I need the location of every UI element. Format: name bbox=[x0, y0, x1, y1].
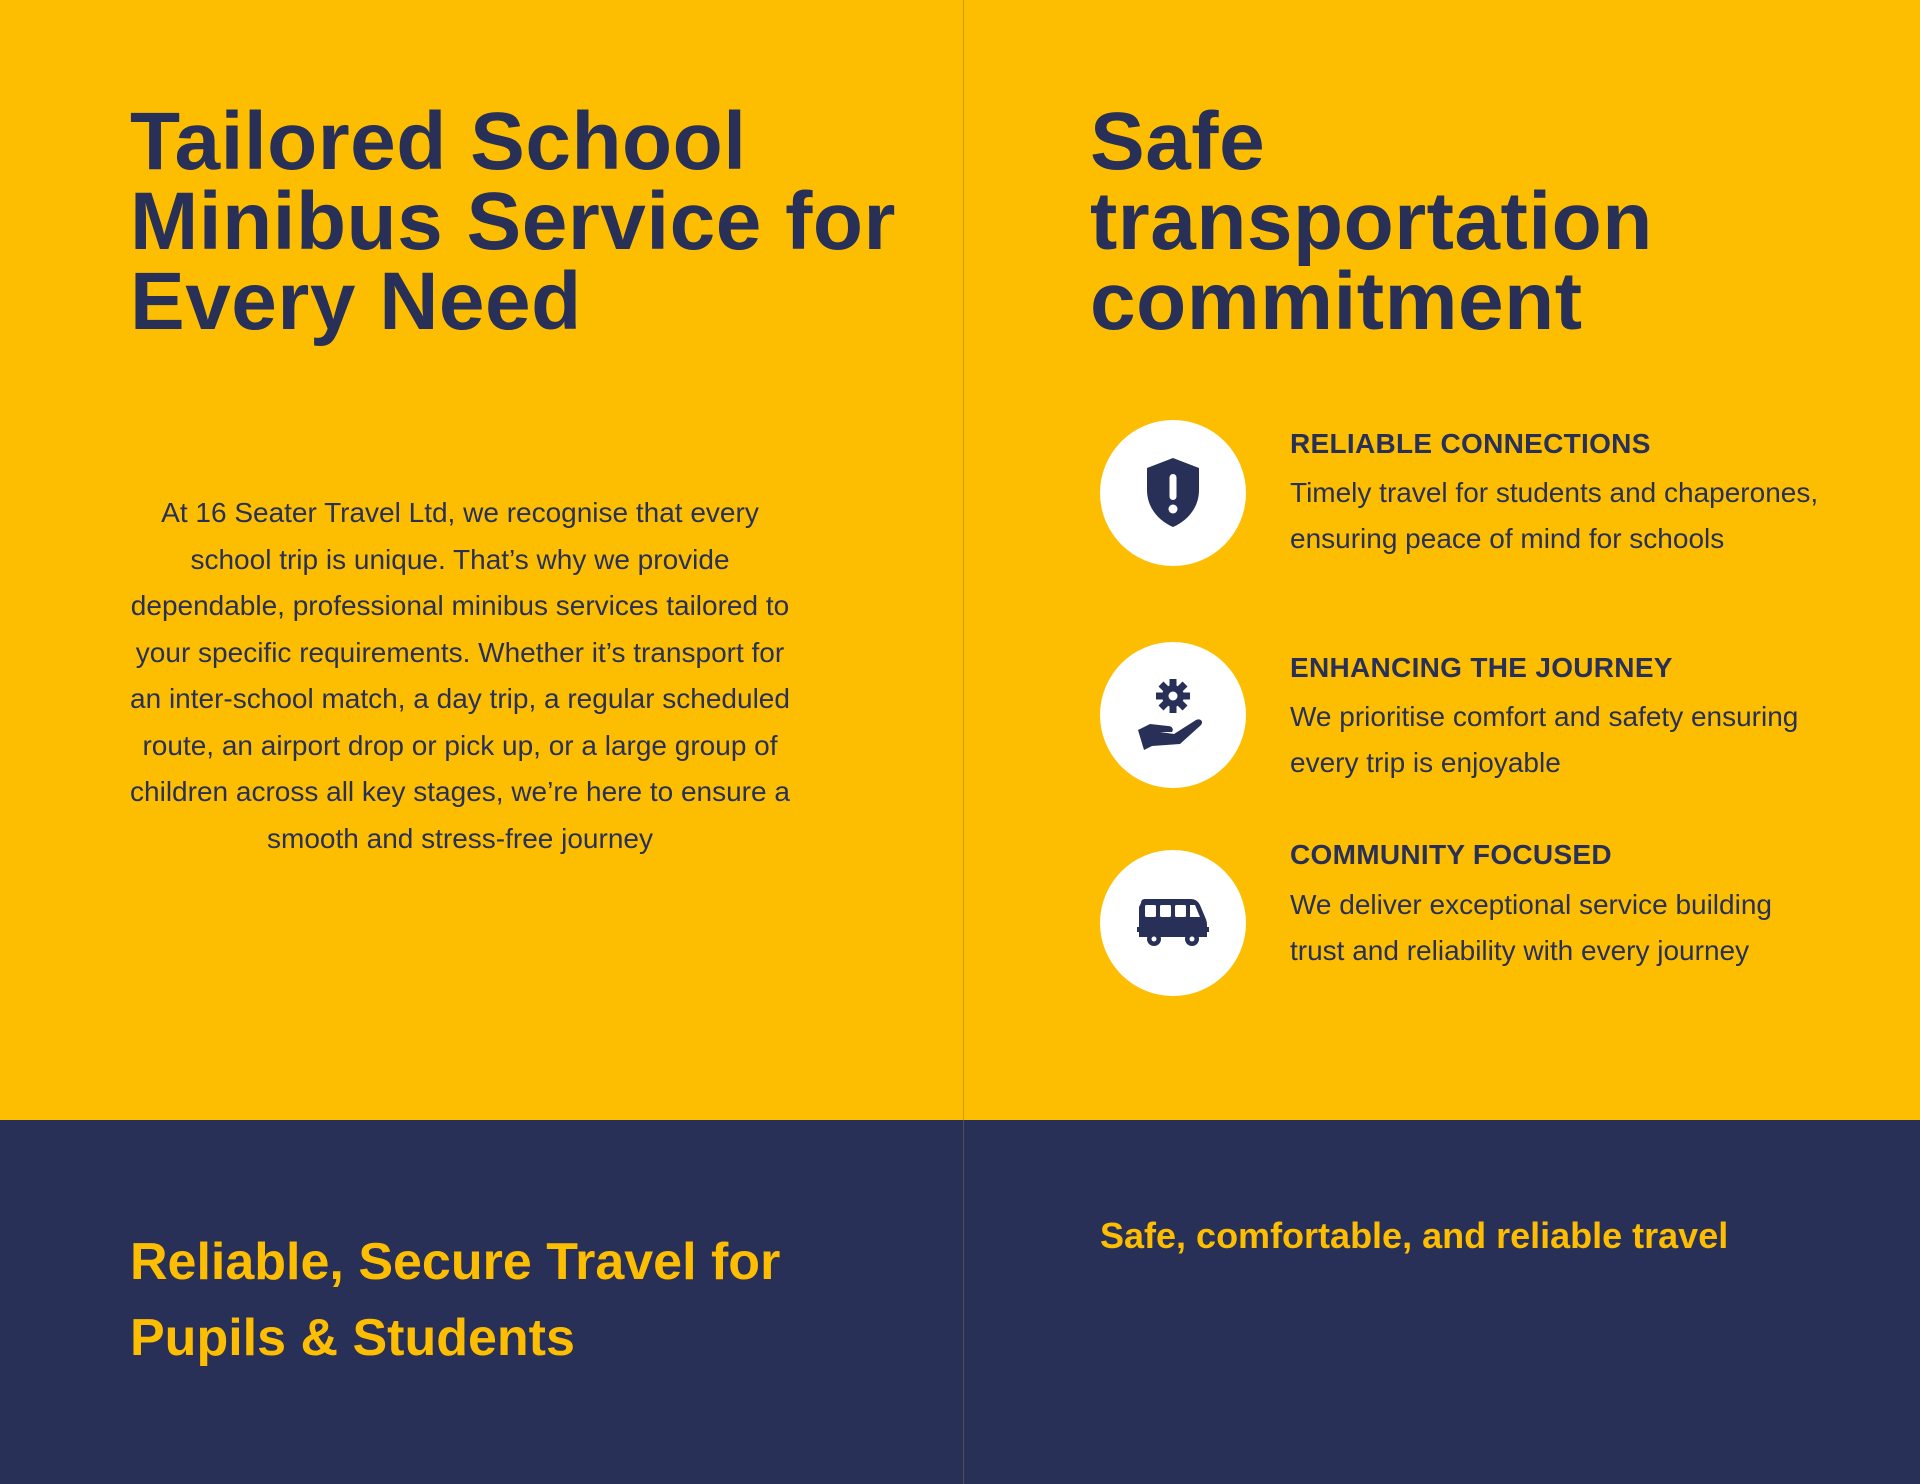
intro-paragraph: At 16 Seater Travel Ltd, we recognise that every school trip is unique. That’s why we provide dependable, professional minibus services tailored to your specific requirements. Whether it’s transport for an inter-school match, a day trip, a regular scheduled route, an airport drop or pick up, or a large group of children across all key stages, we’re here to ensure a smooth and stress-free journey bbox=[130, 497, 790, 854]
feature-title: COMMUNITY FOCUSED bbox=[1290, 839, 1612, 870]
bottom-left-tagline: Reliable, Secure Travel for Pupils & Students bbox=[130, 1233, 781, 1367]
shield-alert-icon bbox=[1143, 456, 1203, 530]
feature-icon-circle bbox=[1100, 642, 1246, 788]
minibus-icon bbox=[1137, 899, 1209, 947]
feature-community-focused bbox=[1100, 839, 1820, 1050]
center-divider-bottom bbox=[963, 1120, 964, 1484]
feature-title: ENHANCING THE JOURNEY bbox=[1290, 652, 1673, 683]
feature-reliable-connections bbox=[1100, 420, 1820, 620]
feature-description: We deliver exceptional service building trust and reliability with every journey bbox=[1290, 889, 1772, 966]
feature-description: Timely travel for students and chaperones, ensuring peace of mind for schools bbox=[1290, 477, 1819, 554]
commitment-title: Safe transportation commitment bbox=[1090, 96, 1653, 347]
feature-icon-circle bbox=[1100, 850, 1246, 996]
feature-description: We prioritise comfort and safety ensuring every trip is enjoyable bbox=[1290, 701, 1799, 778]
feature-enhancing-the-journey bbox=[1100, 642, 1820, 802]
feature-title: RELIABLE CONNECTIONS bbox=[1290, 428, 1651, 459]
hand-gear-icon bbox=[1134, 676, 1212, 754]
feature-icon-circle bbox=[1100, 420, 1246, 566]
main-title: Tailored School Minibus Service for Every Need bbox=[130, 96, 896, 347]
bottom-right-tagline: Safe, comfortable, and reliable travel bbox=[1100, 1215, 1729, 1256]
